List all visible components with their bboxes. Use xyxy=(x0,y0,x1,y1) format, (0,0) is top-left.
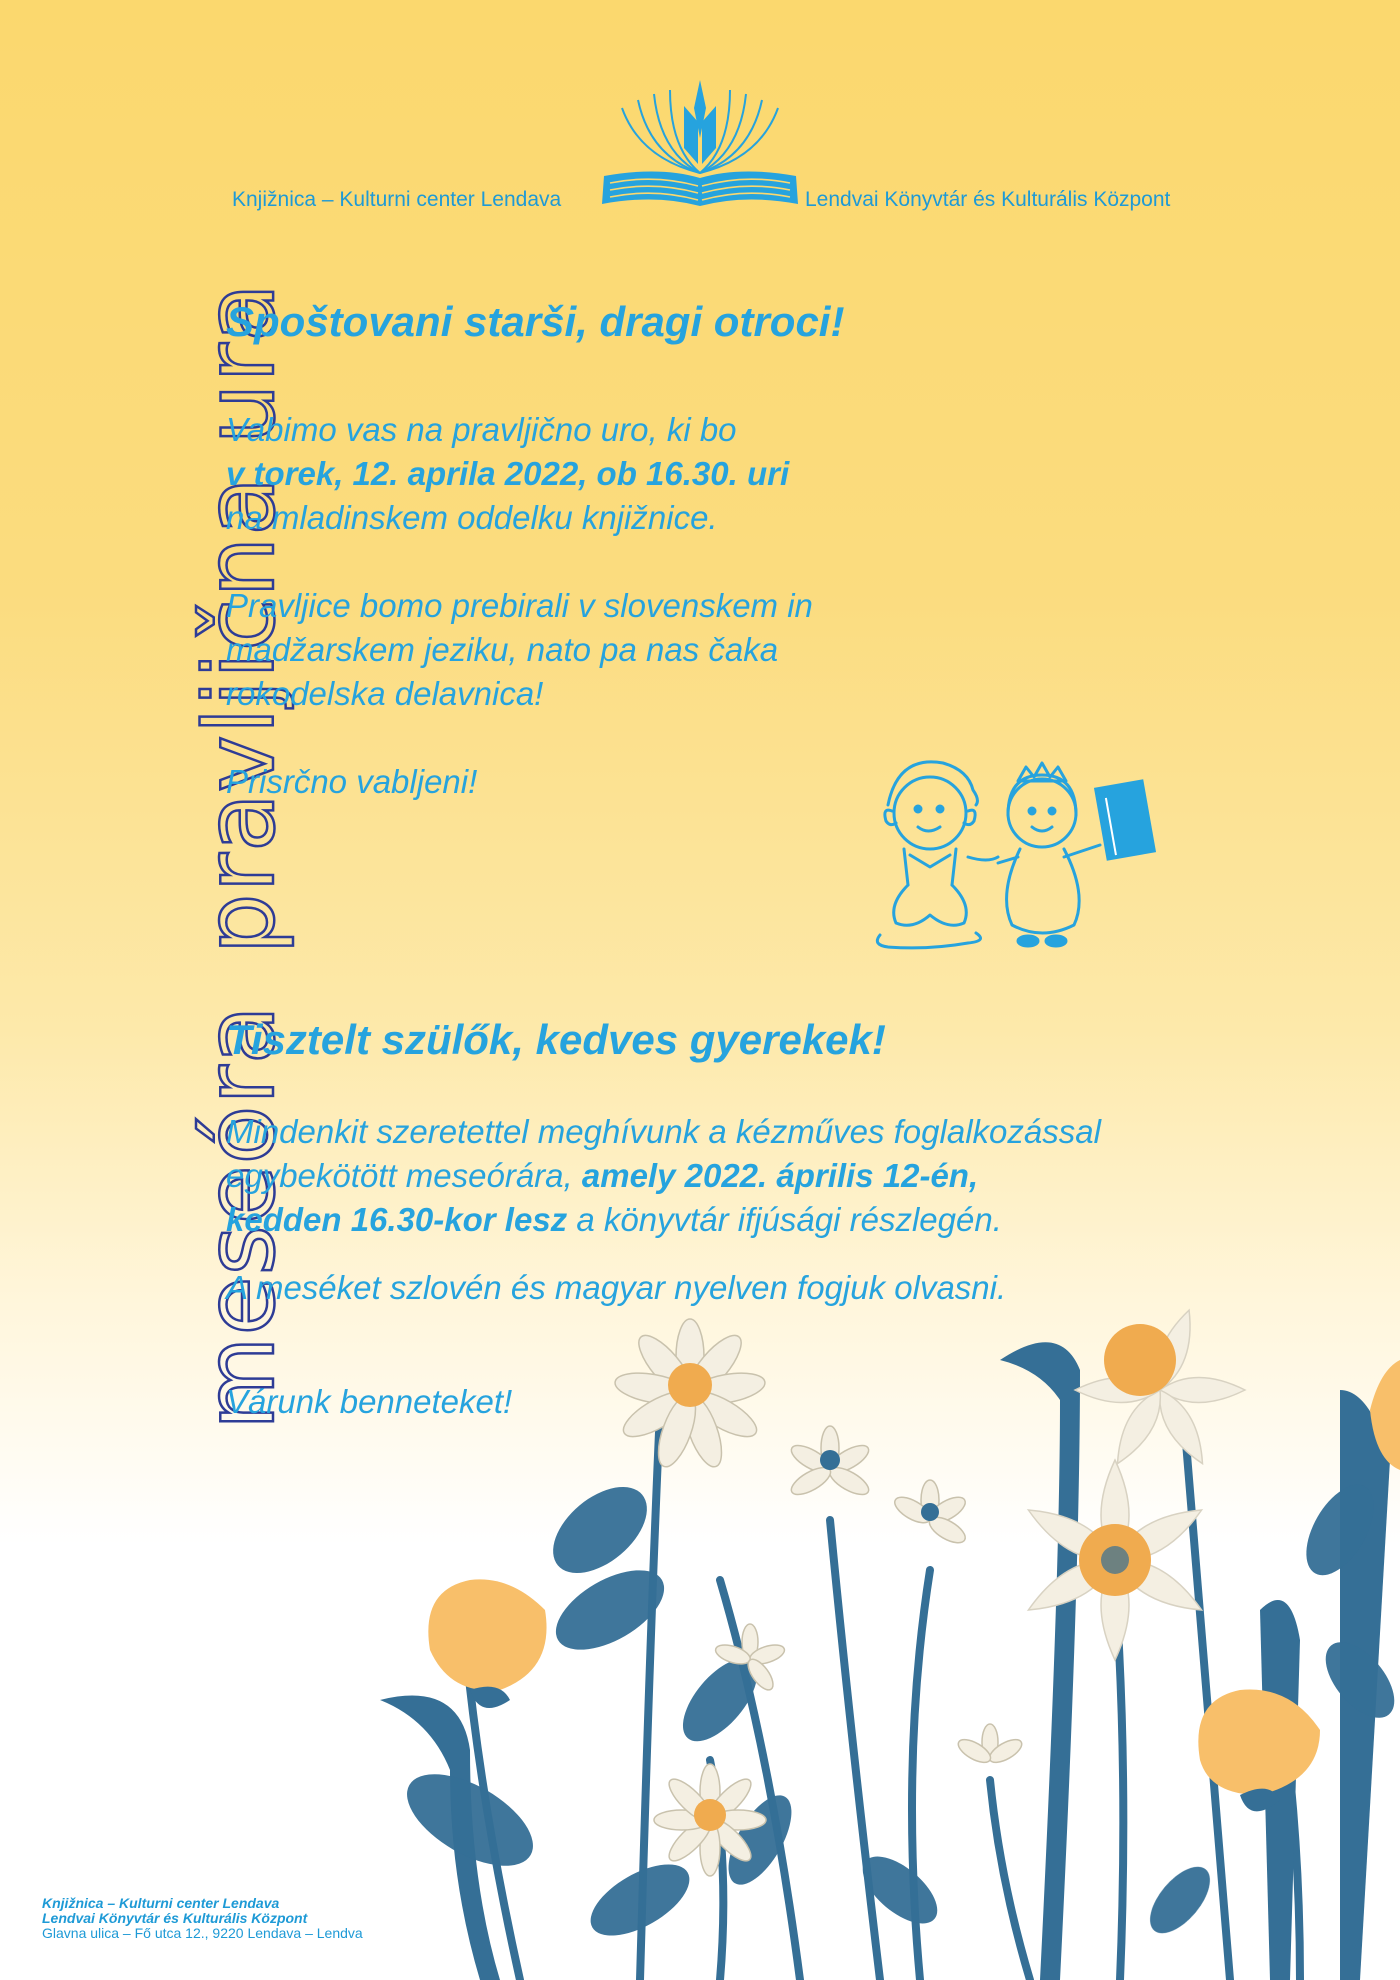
hungarian-line-3 xyxy=(226,1198,1101,1242)
slovenian-desc-line-2: madžarskem jeziku, nato pa nas čaka xyxy=(226,631,779,668)
library-name-hungarian: Lendvai Könyvtár és Kulturális Központ xyxy=(805,188,1171,211)
vertical-title-slovenian: pravljična ura xyxy=(184,282,296,955)
footer-address xyxy=(42,1896,363,1941)
slovenian-line-1: Vabimo vas na pravljično uro, ki bo xyxy=(226,411,737,448)
slovenian-heading: Spoštovani starši, dragi otroci! xyxy=(226,298,845,345)
footer-line-3: Glavna ulica – Fő utca 12., 9220 Lendava – Lendva xyxy=(42,1925,363,1941)
hungarian-line-3-text: a könyvtár ifjúsági részlegén. xyxy=(567,1201,1002,1238)
hungarian-line-1: Mindenkit szeretettel meghívunk a kézműves foglalkozással xyxy=(226,1113,1101,1150)
hungarian-closing: Várunk benneteket! xyxy=(226,1383,513,1420)
hungarian-heading: Tisztelt szülők, kedves gyerekek! xyxy=(226,1016,886,1063)
hungarian-invitation xyxy=(226,1110,1101,1242)
slovenian-desc-line-1: Pravljice bomo prebirali v slovenskem in xyxy=(226,587,813,624)
hungarian-date: amely 2022. április 12-én, xyxy=(581,1157,979,1194)
elf-and-princess-illustration xyxy=(868,745,1218,960)
footer-line-2: Lendvai Könyvtár és Kulturális Központ xyxy=(42,1910,308,1926)
slovenian-description xyxy=(226,584,813,716)
hungarian-line-2 xyxy=(226,1154,1101,1198)
footer-line-1: Knjižnica – Kulturni center Lendava xyxy=(42,1895,280,1911)
vertical-title-hungarian: meseóra xyxy=(184,1004,296,1430)
hungarian-time: kedden 16.30-kor lesz xyxy=(226,1201,568,1238)
library-logo-icon xyxy=(600,78,800,213)
slovenian-line-3: na mladinskem oddelku knjižnice. xyxy=(226,499,718,536)
hungarian-description: A meséket szlovén és magyar nyelven fogjuk olvasni. xyxy=(226,1269,1007,1306)
slovenian-date: v torek, 12. aprila 2022, ob 16.30. uri xyxy=(226,455,790,492)
slovenian-desc-line-3: rokodelska delavnica! xyxy=(226,675,544,712)
library-name-slovenian: Knjižnica – Kulturni center Lendava xyxy=(232,188,562,211)
hungarian-line-2-text: egybekötött meseórára, xyxy=(226,1157,582,1194)
spring-flowers-illustration xyxy=(0,1280,1400,1980)
slovenian-invitation xyxy=(226,408,789,540)
slovenian-closing: Prisrčno vabljeni! xyxy=(226,763,478,800)
